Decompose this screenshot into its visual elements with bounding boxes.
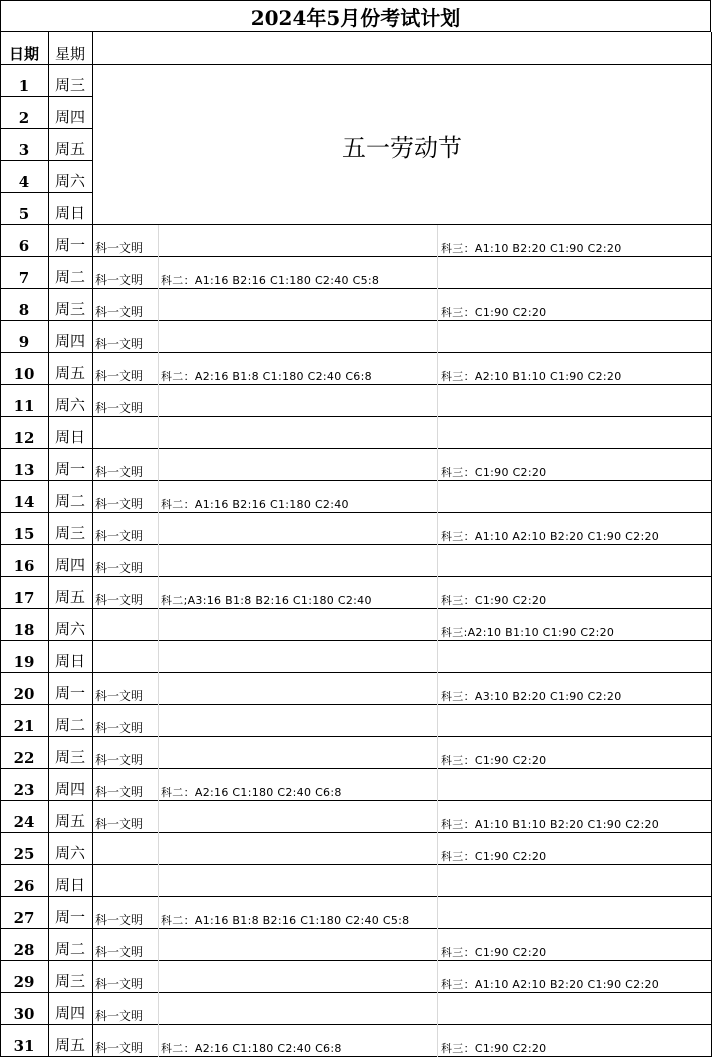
table-row [0, 641, 712, 673]
subject1-cell: 科一文明 [95, 785, 144, 799]
day-cell: 30 [13, 1005, 35, 1023]
day-cell: 6 [18, 237, 30, 255]
table-row [0, 929, 712, 961]
table-row [0, 737, 712, 769]
subject3-cell: 科三：C1:90 C2:20 [441, 594, 547, 607]
subject2-cell: 科二：A1:16 B1:8 B2:16 C1:180 C2:40 C5:8 [161, 914, 410, 927]
table-row [0, 993, 712, 1025]
day-cell: 19 [13, 653, 35, 671]
day-cell: 12 [13, 429, 35, 447]
day-cell: 23 [13, 781, 35, 799]
subject3-cell: 科三：A1:10 A2:10 B2:20 C1:90 C2:20 [441, 530, 660, 543]
header-date: 日期 [8, 45, 39, 63]
table-row [0, 321, 712, 353]
subject1-cell: 科一文明 [95, 913, 144, 927]
header-weekday: 星期 [54, 45, 85, 63]
sheet-title: 2024年5月份考试计划 [0, 0, 711, 32]
subject3-cell: 科三：C1:90 C2:20 [441, 1042, 547, 1055]
weekday-cell: 周二 [54, 940, 85, 958]
table-row [0, 353, 712, 385]
day-cell: 2 [18, 109, 30, 127]
weekday-cell: 周二 [54, 268, 85, 286]
table-row [0, 673, 712, 705]
subject1-cell: 科一文明 [95, 977, 144, 991]
weekday-cell: 周一 [54, 684, 85, 702]
day-cell: 29 [13, 973, 35, 991]
day-cell: 25 [13, 845, 35, 863]
day-cell: 5 [18, 205, 30, 223]
subject1-cell: 科一文明 [95, 817, 144, 831]
weekday-cell: 周三 [54, 972, 85, 990]
day-cell: 7 [18, 269, 30, 287]
subject1-cell: 科一文明 [95, 593, 144, 607]
subject1-cell: 科一文明 [95, 689, 144, 703]
subject2-cell: 科二：A1:16 B2:16 C1:180 C2:40 C5:8 [161, 274, 380, 287]
subject3-cell: 科三：C1:90 C2:20 [441, 754, 547, 767]
table-row [0, 545, 712, 577]
day-cell: 10 [13, 365, 35, 383]
subject1-cell: 科一文明 [95, 465, 144, 479]
day-cell: 26 [13, 877, 35, 895]
day-cell: 15 [13, 525, 35, 543]
table-row [0, 577, 712, 609]
subject3-cell: 科三：A1:10 A2:10 B2:20 C1:90 C2:20 [441, 978, 660, 991]
subject1-cell: 科一文明 [95, 561, 144, 575]
day-cell: 3 [18, 141, 30, 159]
subject2-cell: 科二;A3:16 B1:8 B2:16 C1:180 C2:40 [161, 594, 372, 607]
subject2-cell: 科二：A1:16 B2:16 C1:180 C2:40 [161, 498, 349, 511]
subject3-cell: 科三：A3:10 B2:20 C1:90 C2:20 [441, 690, 622, 703]
subject1-cell: 科一文明 [95, 305, 144, 319]
weekday-cell: 周日 [54, 204, 85, 222]
subject3-cell: 科三：C1:90 C2:20 [441, 850, 547, 863]
weekday-cell: 周三 [54, 300, 85, 318]
day-cell: 24 [13, 813, 35, 831]
day-cell: 17 [13, 589, 35, 607]
subject2-cell: 科二：A2:16 C1:180 C2:40 C6:8 [161, 786, 342, 799]
weekday-cell: 周五 [54, 1036, 85, 1054]
subject1-cell: 科一文明 [95, 1009, 144, 1023]
subject3-cell: 科三：C1:90 C2:20 [441, 466, 547, 479]
weekday-cell: 周五 [54, 364, 85, 382]
table-row [0, 257, 712, 289]
day-cell: 20 [13, 685, 35, 703]
day-cell: 4 [18, 173, 30, 191]
subject1-cell: 科一文明 [95, 945, 144, 959]
subject3-cell: 科三：C1:90 C2:20 [441, 946, 547, 959]
weekday-cell: 周一 [54, 460, 85, 478]
table-row [0, 897, 712, 929]
weekday-cell: 周一 [54, 908, 85, 926]
table-row [0, 385, 712, 417]
day-cell: 18 [13, 621, 35, 639]
weekday-cell: 周二 [54, 716, 85, 734]
weekday-cell: 周四 [54, 780, 85, 798]
weekday-cell: 周一 [54, 236, 85, 254]
table-row [0, 961, 712, 993]
subject2-cell: 科二：A2:16 C1:180 C2:40 C6:8 [161, 1042, 342, 1055]
holiday-label: 五一劳动节 [342, 133, 462, 162]
day-cell: 27 [13, 909, 35, 927]
subject1-cell: 科一文明 [95, 721, 144, 735]
table-row [0, 513, 712, 545]
weekday-cell: 周日 [54, 652, 85, 670]
weekday-cell: 周五 [54, 140, 85, 158]
subject1-cell: 科一文明 [95, 337, 144, 351]
day-cell: 9 [18, 333, 30, 351]
weekday-cell: 周五 [54, 812, 85, 830]
weekday-cell: 周日 [54, 876, 85, 894]
weekday-cell: 周四 [54, 332, 85, 350]
weekday-cell: 周三 [54, 76, 85, 94]
table-row [0, 1025, 712, 1057]
day-cell: 16 [13, 557, 35, 575]
weekday-cell: 周四 [54, 108, 85, 126]
subject1-cell: 科一文明 [95, 497, 144, 511]
weekday-cell: 周六 [54, 620, 85, 638]
subject2-cell: 科二：A2:16 B1:8 C1:180 C2:40 C6:8 [161, 370, 372, 383]
subject3-cell: 科三:A2:10 B1:10 C1:90 C2:20 [441, 626, 615, 639]
subject1-cell: 科一文明 [95, 529, 144, 543]
day-cell: 8 [18, 301, 30, 319]
weekday-cell: 周六 [54, 396, 85, 414]
day-cell: 28 [13, 941, 35, 959]
table-row [0, 449, 712, 481]
day-cell: 11 [13, 397, 35, 415]
day-cell: 21 [13, 717, 35, 735]
table-row [0, 769, 712, 801]
weekday-cell: 周四 [54, 556, 85, 574]
table-row [0, 417, 712, 449]
table-row [0, 609, 712, 641]
weekday-cell: 周六 [54, 172, 85, 190]
subject3-cell: 科三：A2:10 B1:10 C1:90 C2:20 [441, 370, 622, 383]
weekday-cell: 周六 [54, 844, 85, 862]
subject1-cell: 科一文明 [95, 1041, 144, 1055]
subject1-cell: 科一文明 [95, 401, 144, 415]
subject1-cell: 科一文明 [95, 753, 144, 767]
subject1-cell: 科一文明 [95, 241, 144, 255]
subject1-cell: 科一文明 [95, 369, 144, 383]
weekday-cell: 周五 [54, 588, 85, 606]
subject3-cell: 科三：C1:90 C2:20 [441, 306, 547, 319]
weekday-cell: 周四 [54, 1004, 85, 1022]
table-row [0, 705, 712, 737]
table-row [0, 833, 712, 865]
weekday-cell: 周二 [54, 492, 85, 510]
table-row [0, 801, 712, 833]
weekday-cell: 周三 [54, 748, 85, 766]
day-cell: 13 [13, 461, 35, 479]
weekday-cell: 周日 [54, 428, 85, 446]
table-row [0, 289, 712, 321]
day-cell: 22 [13, 749, 35, 767]
day-cell: 14 [13, 493, 35, 511]
table-row [0, 865, 712, 897]
subject3-cell: 科三：A1:10 B2:20 C1:90 C2:20 [441, 242, 622, 255]
table-row [0, 225, 712, 257]
day-cell: 1 [18, 77, 30, 95]
subject3-cell: 科三：A1:10 B1:10 B2:20 C1:90 C2:20 [441, 818, 660, 831]
table-row [0, 481, 712, 513]
subject1-cell: 科一文明 [95, 273, 144, 287]
day-cell: 31 [13, 1037, 35, 1055]
weekday-cell: 周三 [54, 524, 85, 542]
